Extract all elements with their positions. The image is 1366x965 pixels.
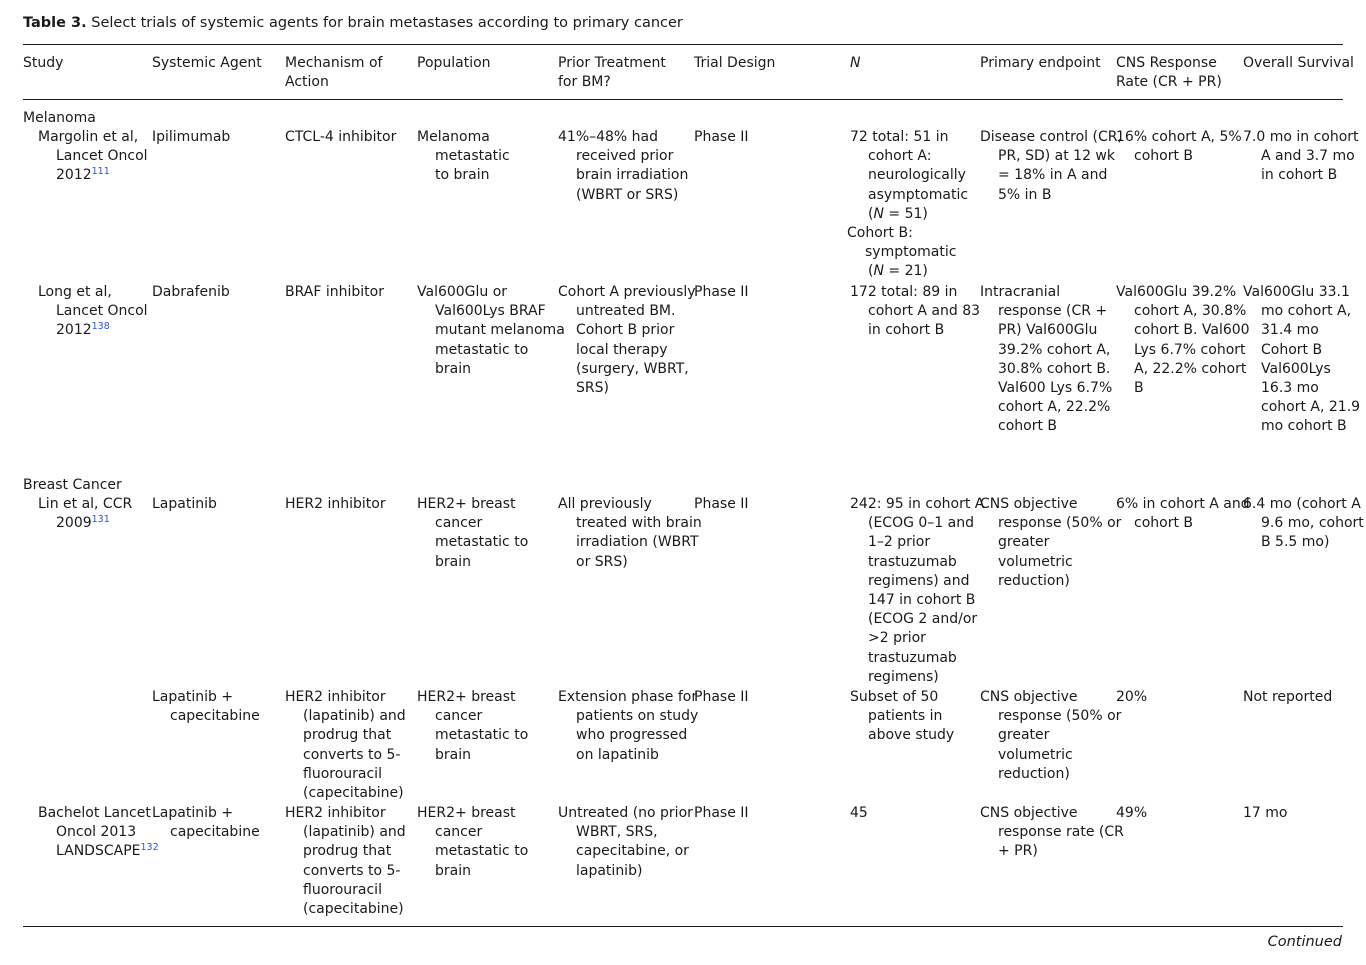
cell-population: HER2+ breast cancer metastatic to brain xyxy=(417,689,529,763)
cell-population: HER2+ breast cancer metastatic to brain xyxy=(417,805,529,879)
reference-link[interactable]: 111 xyxy=(91,166,110,178)
cell-trial-design: Phase II xyxy=(694,129,749,145)
cell-prior-treatment: Untreated (no prior WBRT, SRS, capecitabine, or lapatinib) xyxy=(558,805,693,879)
header-prior-treatment: Prior Treatment for BM? xyxy=(558,55,666,91)
cell-n: 172 total: 89 in cohort A and 83 in cohort B xyxy=(850,284,981,339)
cell-study: Margolin et al, Lancet Oncol 2012$^{111}$ xyxy=(38,129,148,184)
cell-agent: Dabrafenib xyxy=(152,284,230,300)
cell-population: Val600Glu or Val600Lys BRAF mutant melanoma metastatic to brain xyxy=(417,284,565,377)
cell-population: Melanoma metastatic to brain xyxy=(417,129,510,184)
header-cns-response: CNS Response Rate (CR + PR) xyxy=(1116,55,1222,91)
cell-cns-response: 49% xyxy=(1116,805,1148,821)
cell-prior-treatment: All previously treated with brain irradiation (WBRT or SRS) xyxy=(558,496,702,570)
cell-study: Long et al, Lancet Oncol 2012$^{138}$ xyxy=(38,284,148,339)
cell-trial-design: Phase II xyxy=(694,689,749,705)
cell-prior-treatment: Extension phase for patients on study who progressed on lapatinib xyxy=(558,689,699,763)
group-label-breast-cancer: Breast Cancer xyxy=(23,477,122,493)
header-rule xyxy=(23,99,1343,100)
bottom-rule xyxy=(23,926,1343,927)
cell-primary-endpoint: CNS objective response rate (CR + PR) xyxy=(980,805,1124,860)
cell-mechanism: CTCL-4 inhibitor xyxy=(285,129,397,145)
continued-label: Continued xyxy=(1267,934,1342,950)
header-agent: Systemic Agent xyxy=(152,55,262,71)
cell-overall-survival: Val600Glu 33.1 mo cohort A, 31.4 mo Cohort B Val600Lys 16.3 mo cohort A, 21.9 mo cohort B xyxy=(1243,284,1361,435)
header-population: Population xyxy=(417,55,491,71)
cell-primary-endpoint: Intracranial response (CR + PR) Val600Glu 39.2% cohort A, 30.8% cohort B. Val600 Lys 6.7% cohort A, 22.2% cohort B xyxy=(980,284,1113,435)
header-primary-endpoint: Primary endpoint xyxy=(980,55,1101,71)
cell-cns-response: 16% cohort A, 5% cohort B xyxy=(1116,129,1242,165)
cell-mechanism: BRAF inhibitor xyxy=(285,284,384,300)
cell-n: 45 xyxy=(850,805,868,821)
reference-link[interactable]: 131 xyxy=(91,514,110,526)
cell-agent: Ipilimumab xyxy=(152,129,231,145)
cell-trial-design: Phase II xyxy=(694,496,749,512)
cell-population: HER2+ breast cancer metastatic to brain xyxy=(417,496,529,570)
table-title: Select trials of systemic agents for brain metastases according to primary cancer xyxy=(91,15,683,31)
cell-agent: Lapatinib + capecitabine xyxy=(152,689,260,725)
reference-link[interactable]: 132 xyxy=(140,842,159,854)
top-rule xyxy=(23,44,1343,45)
cell-overall-survival: 6.4 mo (cohort A 9.6 mo, cohort B 5.5 mo) xyxy=(1243,496,1364,551)
cell-study: Bachelot Lancet Oncol 2013 LANDSCAPE$^{132}$ xyxy=(38,805,159,860)
cell-prior-treatment: 41%–48% had received prior brain irradiation (WBRT or SRS) xyxy=(558,129,689,203)
cell-mechanism: HER2 inhibitor (lapatinib) and prodrug that converts to 5-fluorouracil (capecitabine) xyxy=(285,805,406,918)
table-caption xyxy=(23,13,683,33)
cell-trial-design: Phase II xyxy=(694,805,749,821)
header-overall-survival: Overall Survival xyxy=(1243,55,1354,71)
cell-primary-endpoint: Disease control (CR, PR, SD) at 12 wk = 18% in A and 5% in B xyxy=(980,129,1122,203)
cell-cns-response: 6% in cohort A and cohort B xyxy=(1116,496,1250,532)
cell-n: 72 total: 51 in cohort A: neurologically asymptomatic (N = 51) Cohort B: symptomatic (N = 21) xyxy=(847,129,969,280)
cell-cns-response: Val600Glu 39.2% cohort A, 30.8% cohort B. Val600 Lys 6.7% cohort A, 22.2% cohort B xyxy=(1116,284,1250,397)
cell-primary-endpoint: CNS objective response (50% or greater volumetric reduction) xyxy=(980,496,1122,589)
header-trial-design: Trial Design xyxy=(694,55,776,71)
header-mechanism: Mechanism of Action xyxy=(285,55,383,91)
cell-overall-survival: Not reported xyxy=(1243,689,1333,705)
cell-agent: Lapatinib xyxy=(152,496,217,512)
cell-trial-design: Phase II xyxy=(694,284,749,300)
header-study: Study xyxy=(23,55,64,71)
cell-cns-response: 20% xyxy=(1116,689,1148,705)
header-n: N xyxy=(850,55,861,71)
cell-mechanism: HER2 inhibitor xyxy=(285,496,386,512)
group-label-melanoma: Melanoma xyxy=(23,110,96,126)
cell-study: Lin et al, CCR 2009$^{131}$ xyxy=(38,496,133,532)
cell-n: 242: 95 in cohort A (ECOG 0–1 and 1–2 prior trastuzumab regimens) and 147 in cohort B (ECOG 2 and/or >2 prior trastuzumab regimens) xyxy=(850,496,985,685)
reference-link[interactable]: 138 xyxy=(91,321,110,333)
cell-n: Subset of 50 patients in above study xyxy=(850,689,955,744)
cell-prior-treatment: Cohort A previously untreated BM. Cohort B prior local therapy (surgery, WBRT, SRS) xyxy=(558,284,696,397)
cell-agent: Lapatinib + capecitabine xyxy=(152,805,260,841)
cell-primary-endpoint: CNS objective response (50% or greater volumetric reduction) xyxy=(980,689,1122,782)
cell-overall-survival: 7.0 mo in cohort A and 3.7 mo in cohort B xyxy=(1243,129,1359,184)
cell-mechanism: HER2 inhibitor (lapatinib) and prodrug that converts to 5-fluorouracil (capecitabine) xyxy=(285,689,406,802)
table-label: Table 3. xyxy=(23,15,87,31)
cell-overall-survival: 17 mo xyxy=(1243,805,1288,821)
